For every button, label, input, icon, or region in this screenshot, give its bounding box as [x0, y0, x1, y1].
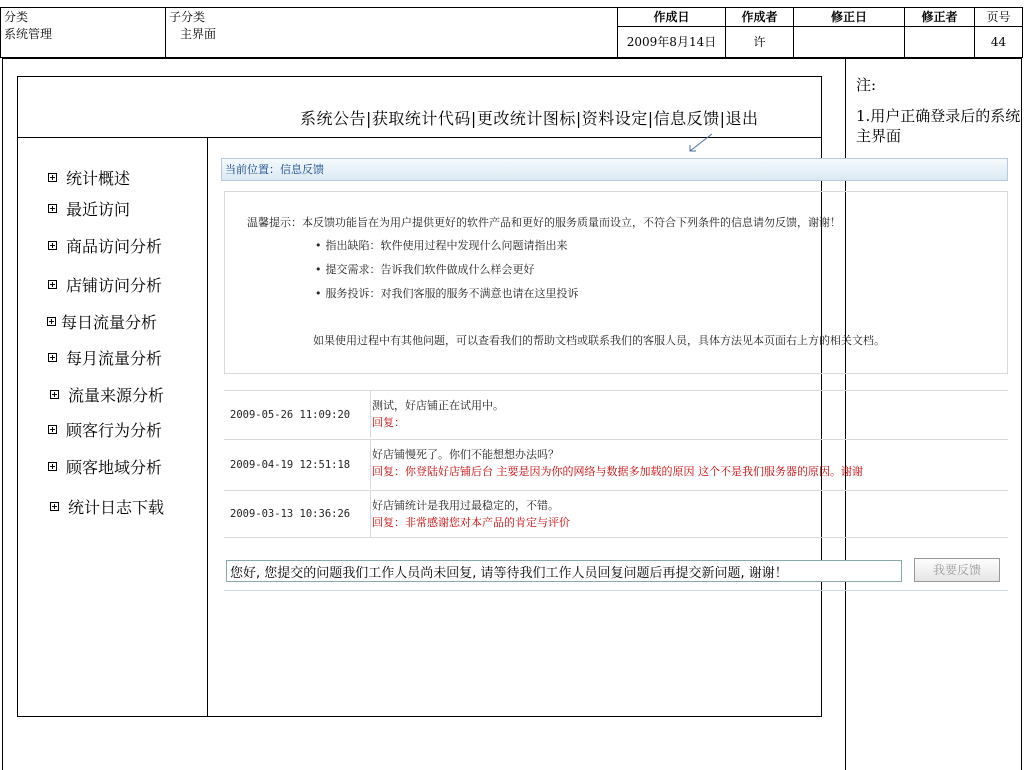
feedback-reply: 回复：非常感谢您对本产品的肯定与评价: [372, 516, 570, 529]
notice-intro: 温馨提示：本反馈功能旨在为用户提供更好的软件产品和更好的服务质量而设立，不符合下列条件的信息请勿反馈，谢谢！: [247, 216, 841, 229]
expand-icon: [50, 502, 59, 511]
nav-separator: |: [647, 109, 654, 128]
nav-feedback[interactable]: 信息反馈: [653, 109, 720, 128]
expand-icon: [48, 241, 57, 250]
notice-bullet: • 服务投诉：对我们客服的服务不满意也请在这里投诉: [315, 285, 579, 301]
sidebar-item-label: 顾客地域分析: [66, 458, 163, 477]
feedback-reply: 回复：你登陆好店铺后台 主要是因为你的网络与数据多加载的原因 这个不是我们服务器的原因。谢谢: [372, 465, 863, 478]
sidebar-divider: [207, 137, 208, 717]
modifier-value: [905, 27, 975, 58]
sidebar-item-traffic-source[interactable]: [50, 383, 164, 406]
feedback-row: [224, 390, 1008, 438]
nav-separator: |: [575, 109, 582, 128]
sidebar-item-recent[interactable]: [48, 197, 130, 220]
notes-title: 注:: [856, 76, 877, 94]
author-label: 作成者: [726, 8, 794, 27]
submit-feedback-button[interactable]: 我要反馈: [914, 558, 1000, 582]
sidebar-item-label: 每月流量分析: [66, 349, 163, 368]
feedback-row: [224, 490, 1008, 538]
sidebar-item-monthly-traffic[interactable]: [48, 346, 162, 369]
sidebar-item-log-download[interactable]: [50, 495, 164, 518]
page-value: 44: [975, 27, 1023, 58]
sidebar-item-store-visits[interactable]: [48, 273, 162, 296]
sidebar-item-overview[interactable]: [48, 166, 130, 189]
sidebar-item-product-visits[interactable]: [48, 234, 162, 257]
notice-box: [224, 191, 1008, 374]
feedback-date: 2009-03-13 10:36:26: [230, 491, 371, 537]
sidebar-item-label: 顾客行为分析: [66, 421, 163, 440]
page-label: 页号: [975, 8, 1023, 27]
modified-date-label: 修正日: [794, 8, 905, 27]
notice-footer: 如果使用过程中有其他问题，可以查看我们的帮助文档或联系我们的客服人员，具体方法见本页面右上方的相关文档。: [313, 334, 885, 347]
feedback-message: 好店铺慢死了。你们不能想想办法吗？: [372, 448, 559, 461]
panel-bottom-divider: [224, 590, 1008, 591]
feedback-date: 2009-04-19 12:51:18: [230, 440, 371, 489]
expand-icon: [48, 425, 57, 434]
feedback-input[interactable]: 您好, 您提交的问题我们工作人员尚未回复, 请等待我们工作人员回复问题后再提交新问题, 谢谢！: [226, 560, 902, 582]
expand-icon: [48, 173, 57, 182]
expand-icon: [48, 462, 57, 471]
notes-item-1: 1.用户正确登录后的系统主界面: [856, 107, 1021, 145]
nav-announcement[interactable]: 系统公告: [300, 109, 367, 128]
modifier-label: 修正者: [905, 8, 975, 27]
expand-icon: [48, 353, 57, 362]
expand-icon: [47, 317, 56, 326]
sidebar-item-label: 最近访问: [66, 200, 131, 219]
feedback-content: [372, 446, 863, 480]
category-label: 分类: [1, 8, 166, 27]
nav-separator: |: [719, 109, 726, 128]
nav-logout[interactable]: 退出: [725, 109, 759, 128]
expand-icon: [48, 204, 57, 213]
notice-bullet: • 提交需求：告诉我们软件做成什么样会更好: [315, 261, 535, 277]
subcategory-label: 子分类: [166, 8, 618, 27]
document-header-table: [0, 7, 1023, 58]
feedback-row: [224, 439, 1008, 489]
feedback-content: [372, 497, 570, 531]
nav-separator: |: [470, 109, 477, 128]
feedback-content: [372, 397, 504, 431]
category-value: 系统管理: [1, 27, 166, 58]
breadcrumb: 当前位置：信息反馈: [221, 158, 1008, 181]
created-date-label: 作成日: [618, 8, 726, 27]
author-value: 许: [726, 27, 794, 58]
sidebar-item-label: 统计日志下载: [68, 498, 165, 517]
sidebar-item-label: 每日流量分析: [61, 313, 158, 332]
nav-change-icon[interactable]: 更改统计图标: [476, 109, 576, 128]
nav-profile-settings[interactable]: 资料设定: [581, 109, 648, 128]
sidebar-item-label: 商品访问分析: [66, 237, 163, 256]
feedback-reply: 回复：: [372, 416, 405, 429]
pointer-arrow-icon: [686, 132, 716, 154]
created-date-value: 2009年8月14日: [618, 27, 726, 58]
feedback-date: 2009-05-26 11:09:20: [230, 391, 371, 438]
sidebar-item-label: 统计概述: [66, 169, 131, 188]
notice-bullet: • 指出缺陷：软件使用过程中发现什么问题请指出来: [315, 237, 568, 253]
feedback-message: 好店铺统计是我用过最稳定的，不错。: [372, 499, 559, 512]
sidebar-item-daily-traffic[interactable]: [47, 310, 157, 333]
feedback-message: 测试，好店铺正在试用中。: [372, 399, 504, 412]
expand-icon: [50, 390, 59, 399]
sidebar-item-customer-behavior[interactable]: [48, 418, 162, 441]
sidebar-item-customer-region[interactable]: [48, 455, 162, 478]
sidebar-item-label: 流量来源分析: [68, 386, 165, 405]
sidebar-item-label: 店铺访问分析: [66, 276, 163, 295]
expand-icon: [48, 280, 57, 289]
modified-date-value: [794, 27, 905, 58]
nav-separator: |: [366, 109, 372, 128]
top-nav: [300, 106, 759, 129]
subcategory-value: 主界面: [166, 27, 618, 58]
nav-get-code[interactable]: 获取统计代码: [371, 109, 471, 128]
